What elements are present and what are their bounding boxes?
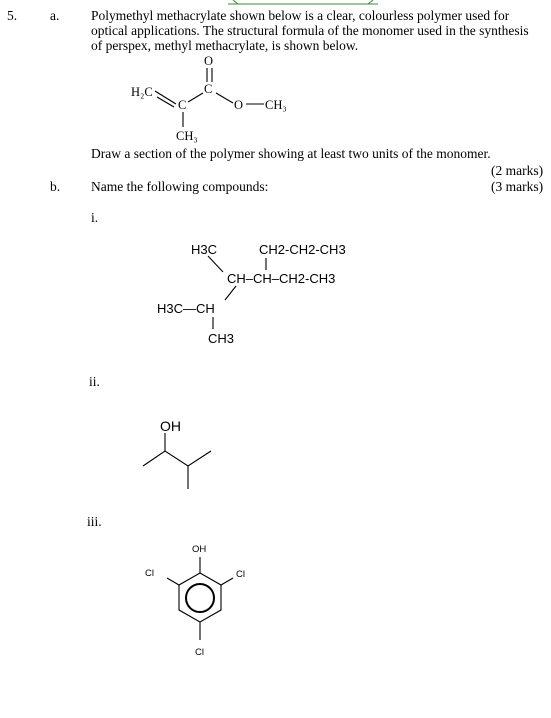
monomer-o-double: O: [204, 54, 214, 68]
compound-ii-oh: OH: [160, 418, 181, 434]
compound-i-h3c-top: H3C: [191, 242, 218, 257]
monomer-c2: C: [204, 82, 213, 96]
monomer-o-single: O: [234, 98, 244, 112]
compound-iii-cl-left: Cl: [145, 568, 154, 579]
monomer-h2c: H₂C: [131, 85, 153, 99]
monomer-ch3-ester: CH₃: [265, 98, 287, 112]
item-iii-label: iii.: [87, 514, 102, 529]
compound-iii-cl-bottom: Cl: [195, 647, 204, 658]
compound-i-chain-mid: CH–CH–CH2-CH3: [227, 271, 336, 286]
compound-i-chain-top: CH2-CH2-CH3: [259, 242, 346, 257]
monomer-ch3-methyl: CH₃: [176, 129, 198, 143]
part-a-instruction: Draw a section of the polymer showing at least two units of the monomer.: [91, 146, 491, 161]
compound-i-h3c-left: H3C—CH: [157, 301, 215, 316]
part-b-text: Name the following compounds:: [91, 179, 269, 194]
item-i-label: i.: [91, 210, 99, 225]
part-a-marks: (2 marks): [491, 163, 544, 178]
monomer-c1: C: [178, 98, 187, 112]
question-number: 5.: [7, 8, 18, 23]
compound-iii-cl-right: Cl: [236, 569, 245, 580]
part-b-label: b.: [50, 179, 61, 194]
compound-i-ch3-bottom: CH3: [208, 331, 235, 346]
compound-iii-oh: OH: [192, 544, 207, 555]
item-ii-label: ii.: [89, 374, 100, 389]
part-b-marks: (3 marks): [491, 179, 544, 194]
part-a-text: Polymethyl methacrylate shown below is a clear, colourless polymer used for optical applications. The structural formula of the monomer used in the synthesis of perspex, methyl methacrylate, is shown below.: [91, 8, 529, 53]
part-a-label: a.: [50, 8, 60, 23]
